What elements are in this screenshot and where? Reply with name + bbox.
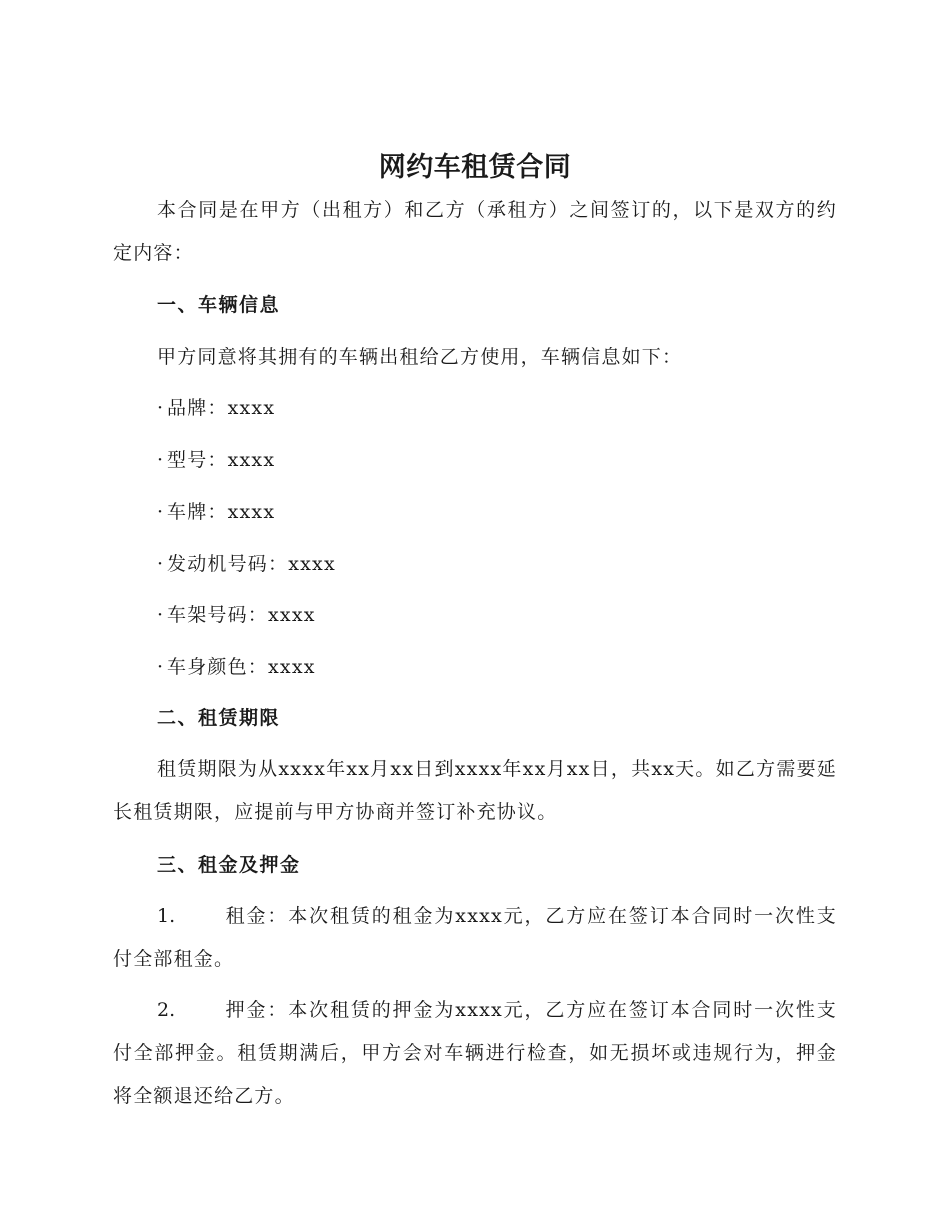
- vehicle-info-item: [157, 445, 275, 475]
- vehicle-info-item: [157, 652, 316, 682]
- deposit-clause: [113, 989, 837, 1118]
- vehicle-model: 型号：xxxx: [167, 449, 276, 471]
- bullet-icon: ·: [157, 397, 165, 419]
- clause-number: 1.: [157, 905, 176, 927]
- vehicle-frame-number: 车架号码：xxxx: [167, 604, 316, 626]
- intro-paragraph: 本合同是在甲方（出租方）和乙方（承租方）之间签订的，以下是双方的约定内容：: [113, 199, 837, 264]
- clause-text: 押金：本次租赁的押金为xxxx元，乙方应在签订本合同时一次性支付全部押金。租赁期满后，甲方会对车辆进行检查，如无损坏或违规行为，押金将全额退还给乙方。: [113, 999, 837, 1107]
- vehicle-plate: 车牌：xxxx: [167, 501, 276, 523]
- bullet-icon: ·: [157, 449, 165, 471]
- vehicle-brand: 品牌：xxxx: [167, 397, 276, 419]
- bullet-icon: ·: [157, 501, 165, 523]
- bullet-icon: ·: [157, 553, 165, 575]
- vehicle-info-item: [157, 600, 316, 630]
- section-heading-vehicle-info: 一、车辆信息: [157, 294, 281, 316]
- clause-number: 2.: [157, 999, 176, 1021]
- vehicle-info-item: [157, 497, 275, 527]
- bullet-icon: ·: [157, 604, 165, 626]
- vehicle-color: 车身颜色：xxxx: [167, 656, 316, 678]
- vehicle-engine-number: 发动机号码：xxxx: [167, 553, 336, 575]
- lease-term-paragraph: 租赁期限为从xxxx年xx月xx日到xxxx年xx月xx日，共xx天。如乙方需要延长租赁期限，应提前与甲方协商并签订补充协议。: [113, 758, 837, 823]
- document-title: 网约车租赁合同: [378, 152, 572, 183]
- clause-text: 租金：本次租赁的租金为xxxx元，乙方应在签订本合同时一次性支付全部租金。: [113, 905, 837, 970]
- rent-clause: [113, 895, 837, 981]
- bullet-icon: ·: [157, 656, 165, 678]
- section-heading-rent-deposit: 三、租金及押金: [157, 854, 301, 876]
- vehicle-info-item: [157, 393, 275, 423]
- section-heading-lease-term: 二、租赁期限: [157, 707, 281, 729]
- vehicle-info-lead: 甲方同意将其拥有的车辆出租给乙方使用，车辆信息如下：: [157, 346, 683, 368]
- vehicle-info-item: [157, 549, 336, 579]
